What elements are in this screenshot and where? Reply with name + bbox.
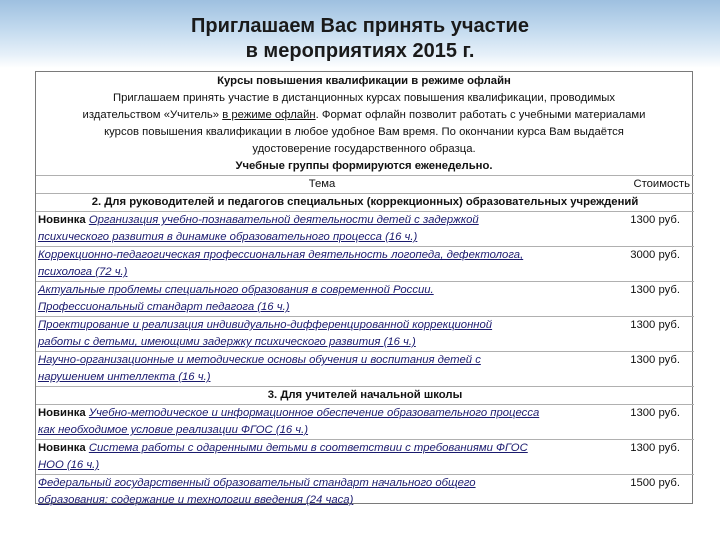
new-badge: Новинка	[38, 214, 86, 226]
course-link[interactable]: Система работы с одаренными детьми в соответствии с требованиями ФГОС	[88, 442, 528, 454]
table-row	[36, 317, 694, 352]
new-badge: Новинка	[38, 442, 86, 454]
intro-heading: Курсы повышения квалификации в режиме офлайн	[217, 75, 511, 87]
course-table	[36, 175, 694, 509]
title-line-2: в мероприятиях 2015 г.	[245, 40, 475, 62]
course-price: 3000 руб.	[608, 247, 694, 282]
new-badge: Новинка	[38, 407, 86, 419]
offline-mode-text: в режиме офлайн	[222, 109, 316, 121]
section-2-row	[36, 194, 694, 212]
table-row	[36, 212, 694, 247]
course-link-cont[interactable]: НОО (16 ч.)	[38, 459, 100, 471]
intro-note: Учебные группы формируются еженедельно.	[235, 160, 493, 172]
intro-block	[36, 72, 692, 175]
course-link-cont[interactable]: как необходимое условие реализации ФГОС (16 ч.)	[38, 424, 309, 436]
course-link[interactable]: Организация учебно-познавательной деятельности детей с задержкой	[88, 214, 479, 226]
table-header-row	[36, 176, 694, 194]
course-price: 1300 руб.	[608, 317, 694, 352]
course-price: 1300 руб.	[608, 352, 694, 387]
course-link[interactable]: Проектирование и реализация индивидуально-дифференцированной коррекционной	[38, 319, 493, 331]
intro-line-2-start: издательством «Учитель»	[82, 109, 223, 121]
course-price: 1300 руб.	[608, 282, 694, 317]
course-topic	[36, 282, 608, 317]
course-price: 1300 руб.	[608, 405, 694, 440]
table-row	[36, 247, 694, 282]
course-link-cont[interactable]: образования: содержание и технологии введения (24 часа)	[38, 494, 354, 506]
course-topic	[36, 247, 608, 282]
course-topic	[36, 212, 608, 247]
course-topic	[36, 352, 608, 387]
course-price: 1500 руб.	[608, 475, 694, 510]
section-3-title: 3. Для учителей начальной школы	[36, 387, 694, 405]
course-topic	[36, 317, 608, 352]
intro-line-2-end: . Формат офлайн позволит работать с учебными материалами	[315, 109, 646, 121]
intro-line-1: Приглашаем принять участие в дистанционных курсах повышения квалификации, проводимых	[112, 92, 616, 104]
course-link-cont[interactable]: работы с детьми, имеющими задержку психического развития (16 ч.)	[38, 336, 416, 348]
course-link[interactable]: Научно-организационные и методические основы обучения и воспитания детей с	[38, 354, 481, 366]
column-price-header: Стоимость	[608, 176, 694, 194]
course-link[interactable]: Учебно-методическое и информационное обеспечение образовательного процесса	[88, 407, 540, 419]
course-link-cont[interactable]: психолога (72 ч.)	[38, 266, 128, 278]
course-link-cont[interactable]: психического развития в динамике образовательного процесса (16 ч.)	[38, 231, 418, 243]
table-row	[36, 475, 694, 510]
course-link[interactable]: Федеральный государственный образовательный стандарт начального общего	[38, 477, 476, 489]
intro-line-3: курсов повышения квалификации в любое удобное Вам время. По окончании курса Вам выдаётся	[104, 126, 624, 138]
course-link[interactable]: Коррекционно-педагогическая профессиональная деятельность логопеда, дефектолога,	[38, 249, 524, 261]
course-price: 1300 руб.	[608, 440, 694, 475]
page-title	[0, 14, 720, 64]
table-row	[36, 352, 694, 387]
section-3-row	[36, 387, 694, 405]
table-row	[36, 405, 694, 440]
table-row	[36, 282, 694, 317]
course-topic	[36, 440, 608, 475]
course-price: 1300 руб.	[608, 212, 694, 247]
course-link[interactable]: Актуальные проблемы специального образования в современной России.	[38, 284, 434, 296]
course-link-cont[interactable]: Профессиональный стандарт педагога (16 ч.)	[38, 301, 290, 313]
intro-line-4: удостоверение государственного образца.	[252, 143, 476, 155]
table-row	[36, 440, 694, 475]
section-2-title: 2. Для руководителей и педагогов специальных (коррекционных) образовательных учреждений	[36, 194, 694, 212]
title-line-1: Приглашаем Вас принять участие	[191, 15, 529, 37]
intro-line-2	[36, 107, 692, 124]
column-topic-header: Тема	[36, 176, 608, 194]
course-topic	[36, 475, 608, 510]
course-document	[35, 71, 693, 504]
course-link-cont[interactable]: нарушением интеллекта (16 ч.)	[38, 371, 211, 383]
course-topic	[36, 405, 608, 440]
